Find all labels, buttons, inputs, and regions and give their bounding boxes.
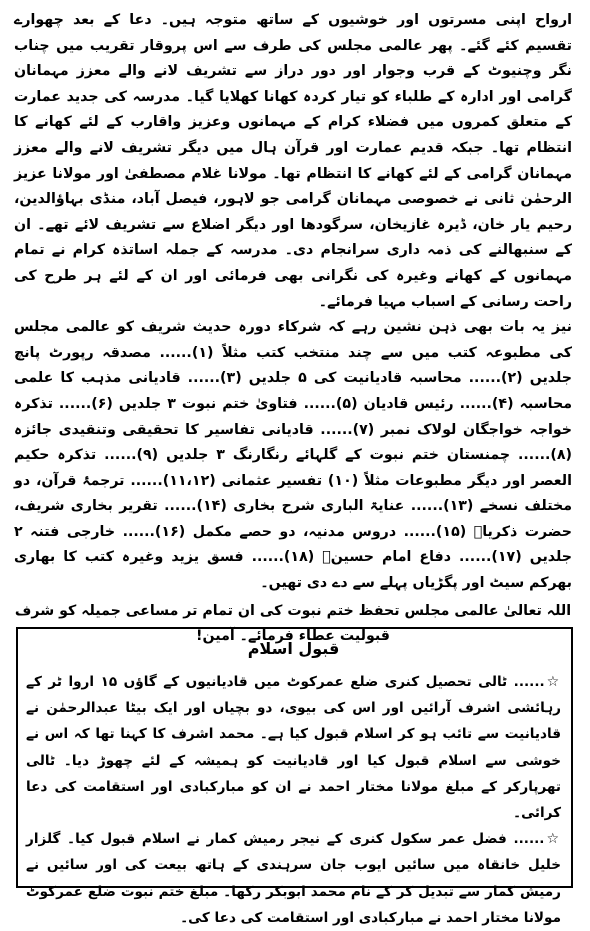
box-entry-text: ...... ٹالی تحصیل کنری ضلع عمرکوٹ میں قادیانیوں کے گاؤں ۱۵ اروا ٹر کے رہائشی اشرف آرائیں اور اس کی بیوی، دو بچیاں اور ایک بیٹا عبدالرحمٰن نے قادیانیت سے تائب ہو کر اسلام قبول کیا ہے۔ محمد اشرف کا کہنا تھا کہ اس نے خوشی سے اسلام قبول کیا اور قادیانیت کو ہمیشہ کے لئے چھوڑ دیا۔ ٹالی تھرپارکر کے مبلغ مولانا مختار احمد نے ان کو مبارکبادی اور استقامت کی دعا کرائی۔ (26, 674, 561, 822)
article-paragraph: ارواح اپنی مسرتوں اور خوشیوں کے ساتھ متوجہ ہیں۔ دعا کے بعد چھوارے تقسیم کئے گئے۔ پھر عالمی مجلس کی طرف سے اس پروقار تقریب میں چناب نگر وچنیوٹ کے قرب وجوار اور دور دراز سے تشریف لانے والے معزز مہمانان گرامی اور ادارہ کے طلباء کو تیار کردہ کھانا کھلایا گیا۔ مدرسہ کی جدید عمارت کے متعلق کمروں میں فضلاء کرام کے مہمانوں وعزیز واقارب کے لئے کھانے کا انتظام تھا۔ جبکہ قدیم عمارت اور قرآن ہال میں دیگر تشریف لانے والے معزز مہمانان گرامی کے لئے کھانے کا انتظام تھا۔ مولانا غلام مصطفیٰ اور مولانا عزیز الرحمٰن ثانی نے خصوصی مہمانان گرامی جو لاہور، فیصل آباد، منڈی بہاؤالدین، رحیم یار خان، ڈیرہ غازیخان، سرگودھا اور دیگر اضلاع سے تشریف لائے تھے۔ ان کے سنبھالنے کی ذمہ داری سرانجام دی۔ مدرسہ کے جملہ اساتذہ کرام نے تمام مہمانوں کے کھانے وغیرہ کی نگرانی بھی فرمائی اور ان کے لئے ہر طرح کی راحت رسانی کے اسباب مہیا فرمائے۔ (14, 12, 572, 310)
box-title: قبول اسلام (247, 639, 340, 658)
closing-prayer: اللہ تعالیٰ عالمی مجلس تحفظ ختم نبوت کی ان تمام تر مساعی جمیلہ کو شرف قبولیت عطاء فرمائے۔ آمین! (14, 602, 572, 645)
article-paragraph: نیز یہ بات بھی ذہن نشین رہے کہ شرکاء دورہ حدیث شریف کو عالمی مجلس کی مطبوعہ کتب میں سے چند منتخب کتب مثلاً (۱)...... مصدقہ رپورٹ پانچ جلدیں (۲)...... محاسبہ قادیانیت کی ۵ جلدیں (۳)...... قادیانی مذہب کا علمی محاسبہ (۴)...... رئیس قادیان (۵)...... فتاویٰ ختم نبوت ۳ جلدیں (۶)...... تذکرہ خواجہ خواجگان لولاک نمبر (۷)...... قادیانی تفاسیر کا تحقیقی وتنقیدی جائزہ (۸)...... چمنستان ختم نبوت کے گلہائے رنگارنگ ۳ جلدیں (۹)...... تذکرہ حکیم العصر اور دیگر مطبوعات مثلاً (۱۰) تفسیر عثمانی (۱۱،۱۲)...... ترجمۂ قرآن، دو مختلف نسخے (۱۳)...... عنایۃ الباری شرح بخاری (۱۴)...... تقریر بخاری شریف، حضرت ذکریاؒ (۱۵)...... دروس مدنیہ، دو حصے مکمل (۱۶)...... خارجی فتنہ ۲ جلدیں (۱۷)...... دفاع امام حسینؓ (۱۸)...... فسق یزید وغیرہ کتب کا بھاری بھرکم سیٹ اور پگڑیاں پہلے سے دے دی تھیں۔ (14, 319, 573, 592)
box-entry (26, 669, 561, 826)
box-entry-text: ...... فضل عمر سکول کنری کے نیجر رمیش کمار نے اسلام قبول کیا۔ گلزار خلیل خانقاہ میں سائیں ایوب جان سرہندی کے ہاتھ بیعت کی اور سائیں نے رمیش کمار سے تبدیل کر کے نام محمد ابوبکر رکھا۔ مبلغ ختم نبوت ضلع عمرکوٹ مولانا مختار احمد نے مبارکبادی اور استقامت کی دعا کی۔ (26, 831, 561, 926)
news-box (16, 627, 573, 926)
star-icon: ☆ (546, 831, 561, 848)
star-icon: ☆ (546, 674, 561, 690)
box-entry (26, 826, 561, 931)
article-body (14, 8, 572, 650)
